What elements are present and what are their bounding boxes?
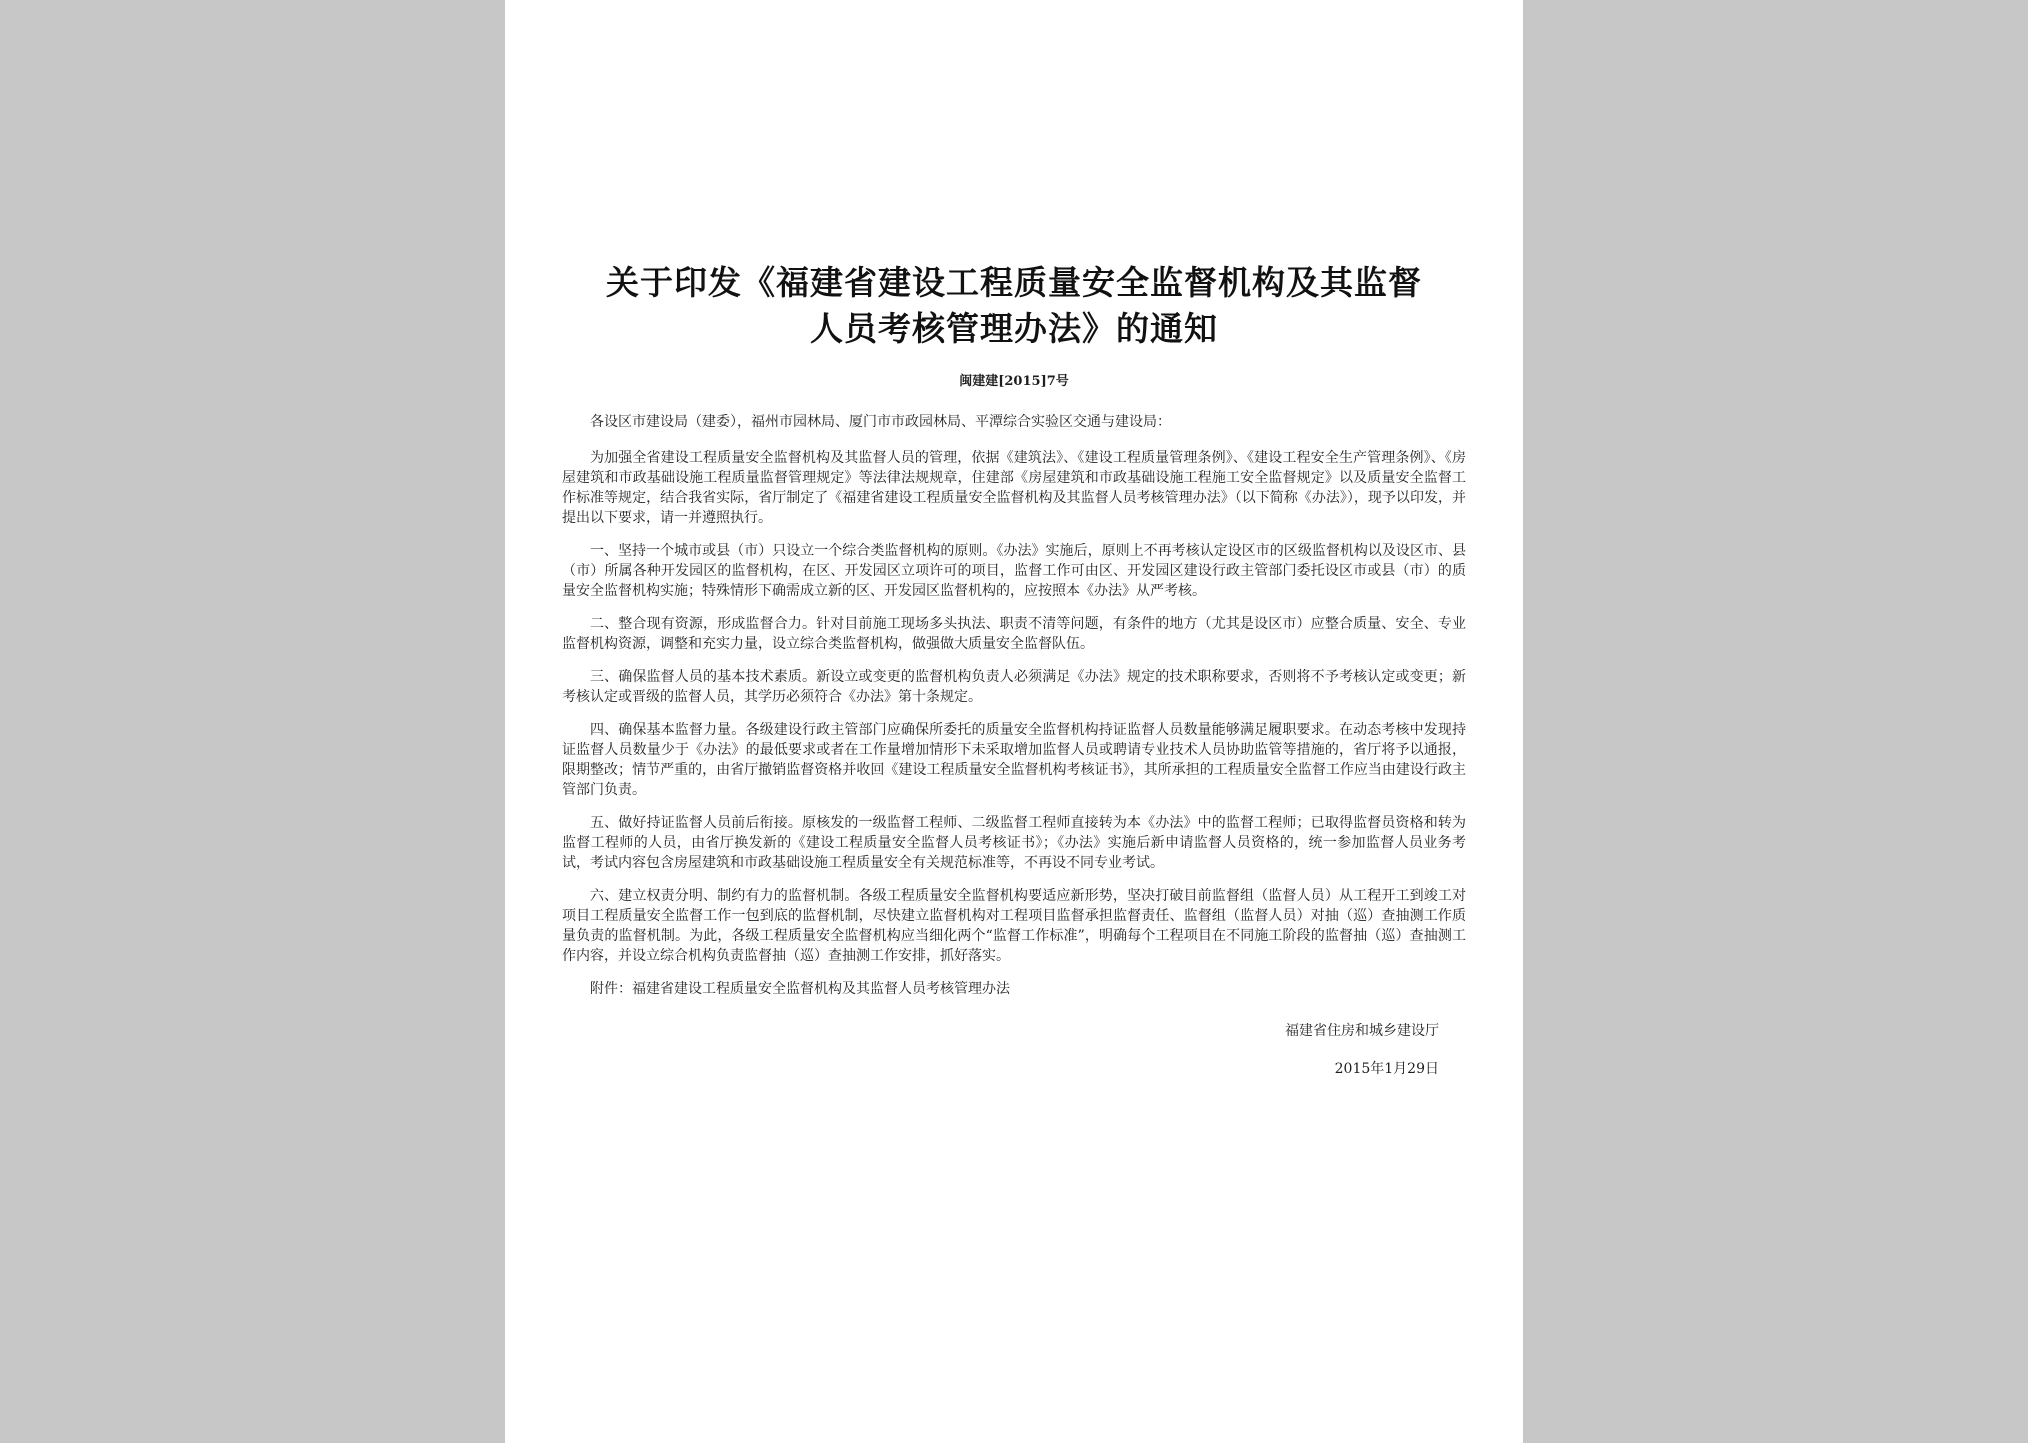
document-page (505, 0, 1523, 1443)
paragraph-item-5: 五、做好持证监督人员前后衔接。原核发的一级监督工程师、二级监督工程师直接转为本《办法》中的监督工程师；已取得监督员资格和转为监督工程师的人员，由省厅换发新的《建设工程质量安全监督人员考核证书》；《办法》实施后新申请监督人员资格的，统一参加监督人员业务考试，考试内容包含房屋建筑和市政基础设施工程质量安全有关规范标准等，不再设不同专业考试。 (562, 815, 1466, 871)
document-number: 闽建建[2015]7号 (959, 374, 1069, 389)
paragraph-item-3: 三、确保监督人员的基本技术素质。新设立或变更的监督机构负责人必须满足《办法》规定的技术职称要求，否则将不予考核认定或变更；新考核认定或晋级的监督人员，其学历必须符合《办法》第十条规定。 (562, 669, 1466, 705)
document-title (562, 260, 1466, 352)
title-line-1: 关于印发《福建省建设工程质量安全监督机构及其监督 (606, 263, 1422, 302)
document-body (562, 412, 1466, 999)
issuing-authority: 福建省住房和城乡建设厅 (1285, 1023, 1439, 1039)
paragraph-item-1: 一、坚持一个城市或县（市）只设立一个综合类监督机构的原则。《办法》实施后，原则上不再考核认定设区市的区级监督机构以及设区市、县（市）所属各种开发园区的监督机构，在区、开发园区立项许可的项目，监督工作可由区、开发园区建设行政主管部门委托设区市或县（市）的质量安全监督机构实施；特殊情形下确需成立新的区、开发园区监督机构的，应按照本《办法》从严考核。 (562, 543, 1466, 599)
paragraph-item-4: 四、确保基本监督力量。各级建设行政主管部门应确保所委托的质量安全监督机构持证监督人员数量能够满足履职要求。在动态考核中发现持证监督人员数量少于《办法》的最低要求或者在工作量增加情形下未采取增加监督人员或聘请专业技术人员协助监管等措施的，省厅将予以通报，限期整改；情节严重的，由省厅撤销监督资格并收回《建设工程质量安全监督机构考核证书》，其所承担的工程质量安全监督工作应当由建设行政主管部门负责。 (562, 722, 1466, 798)
paragraph-intro: 为加强全省建设工程质量安全监督机构及其监督人员的管理，依据《建筑法》、《建设工程质量管理条例》、《建设工程安全生产管理条例》、《房屋建筑和市政基础设施工程质量监督管理规定》等法律法规规章，住建部《房屋建筑和市政基础设施工程施工安全监督规定》以及质量安全监督工作标准等规定，结合我省实际，省厅制定了《福建省建设工程质量安全监督机构及其监督人员考核管理办法》（以下简称《办法》），现予以印发，并提出以下要求，请一并遵照执行。 (562, 450, 1466, 526)
paragraph-item-6: 六、建立权责分明、制约有力的监督机制。各级工程质量安全监督机构要适应新形势，坚决打破目前监督组（监督人员）从工程开工到竣工对项目工程质量安全监督工作一包到底的监督机制，尽快建立监督机构对工程项目监督承担监督责任、监督组（监督人员）对抽（巡）查抽测工作质量负责的监督机制。为此，各级工程质量安全监督机构应当细化两个“监督工作标准”，明确每个工程项目在不同施工阶段的监督抽（巡）查抽测工作内容，并设立综合机构负责监督抽（巡）查抽测工作安排，抓好落实。 (562, 888, 1466, 964)
title-line-2: 人员考核管理办法》的通知 (810, 309, 1218, 348)
issue-date: 2015年1月29日 (1334, 1061, 1439, 1077)
attachment-note: 附件：福建省建设工程质量安全监督机构及其监督人员考核管理办法 (590, 981, 1010, 997)
paragraph-item-2: 二、整合现有资源，形成监督合力。针对目前施工现场多头执法、职责不清等问题，有条件的地方（尤其是设区市）应整合质量、安全、专业监督机构资源，调整和充实力量，设立综合类监督机构，做强做大质量安全监督队伍。 (562, 616, 1466, 652)
salutation: 各设区市建设局（建委），福州市园林局、厦门市市政园林局、平潭综合实验区交通与建设局： (590, 414, 1171, 430)
